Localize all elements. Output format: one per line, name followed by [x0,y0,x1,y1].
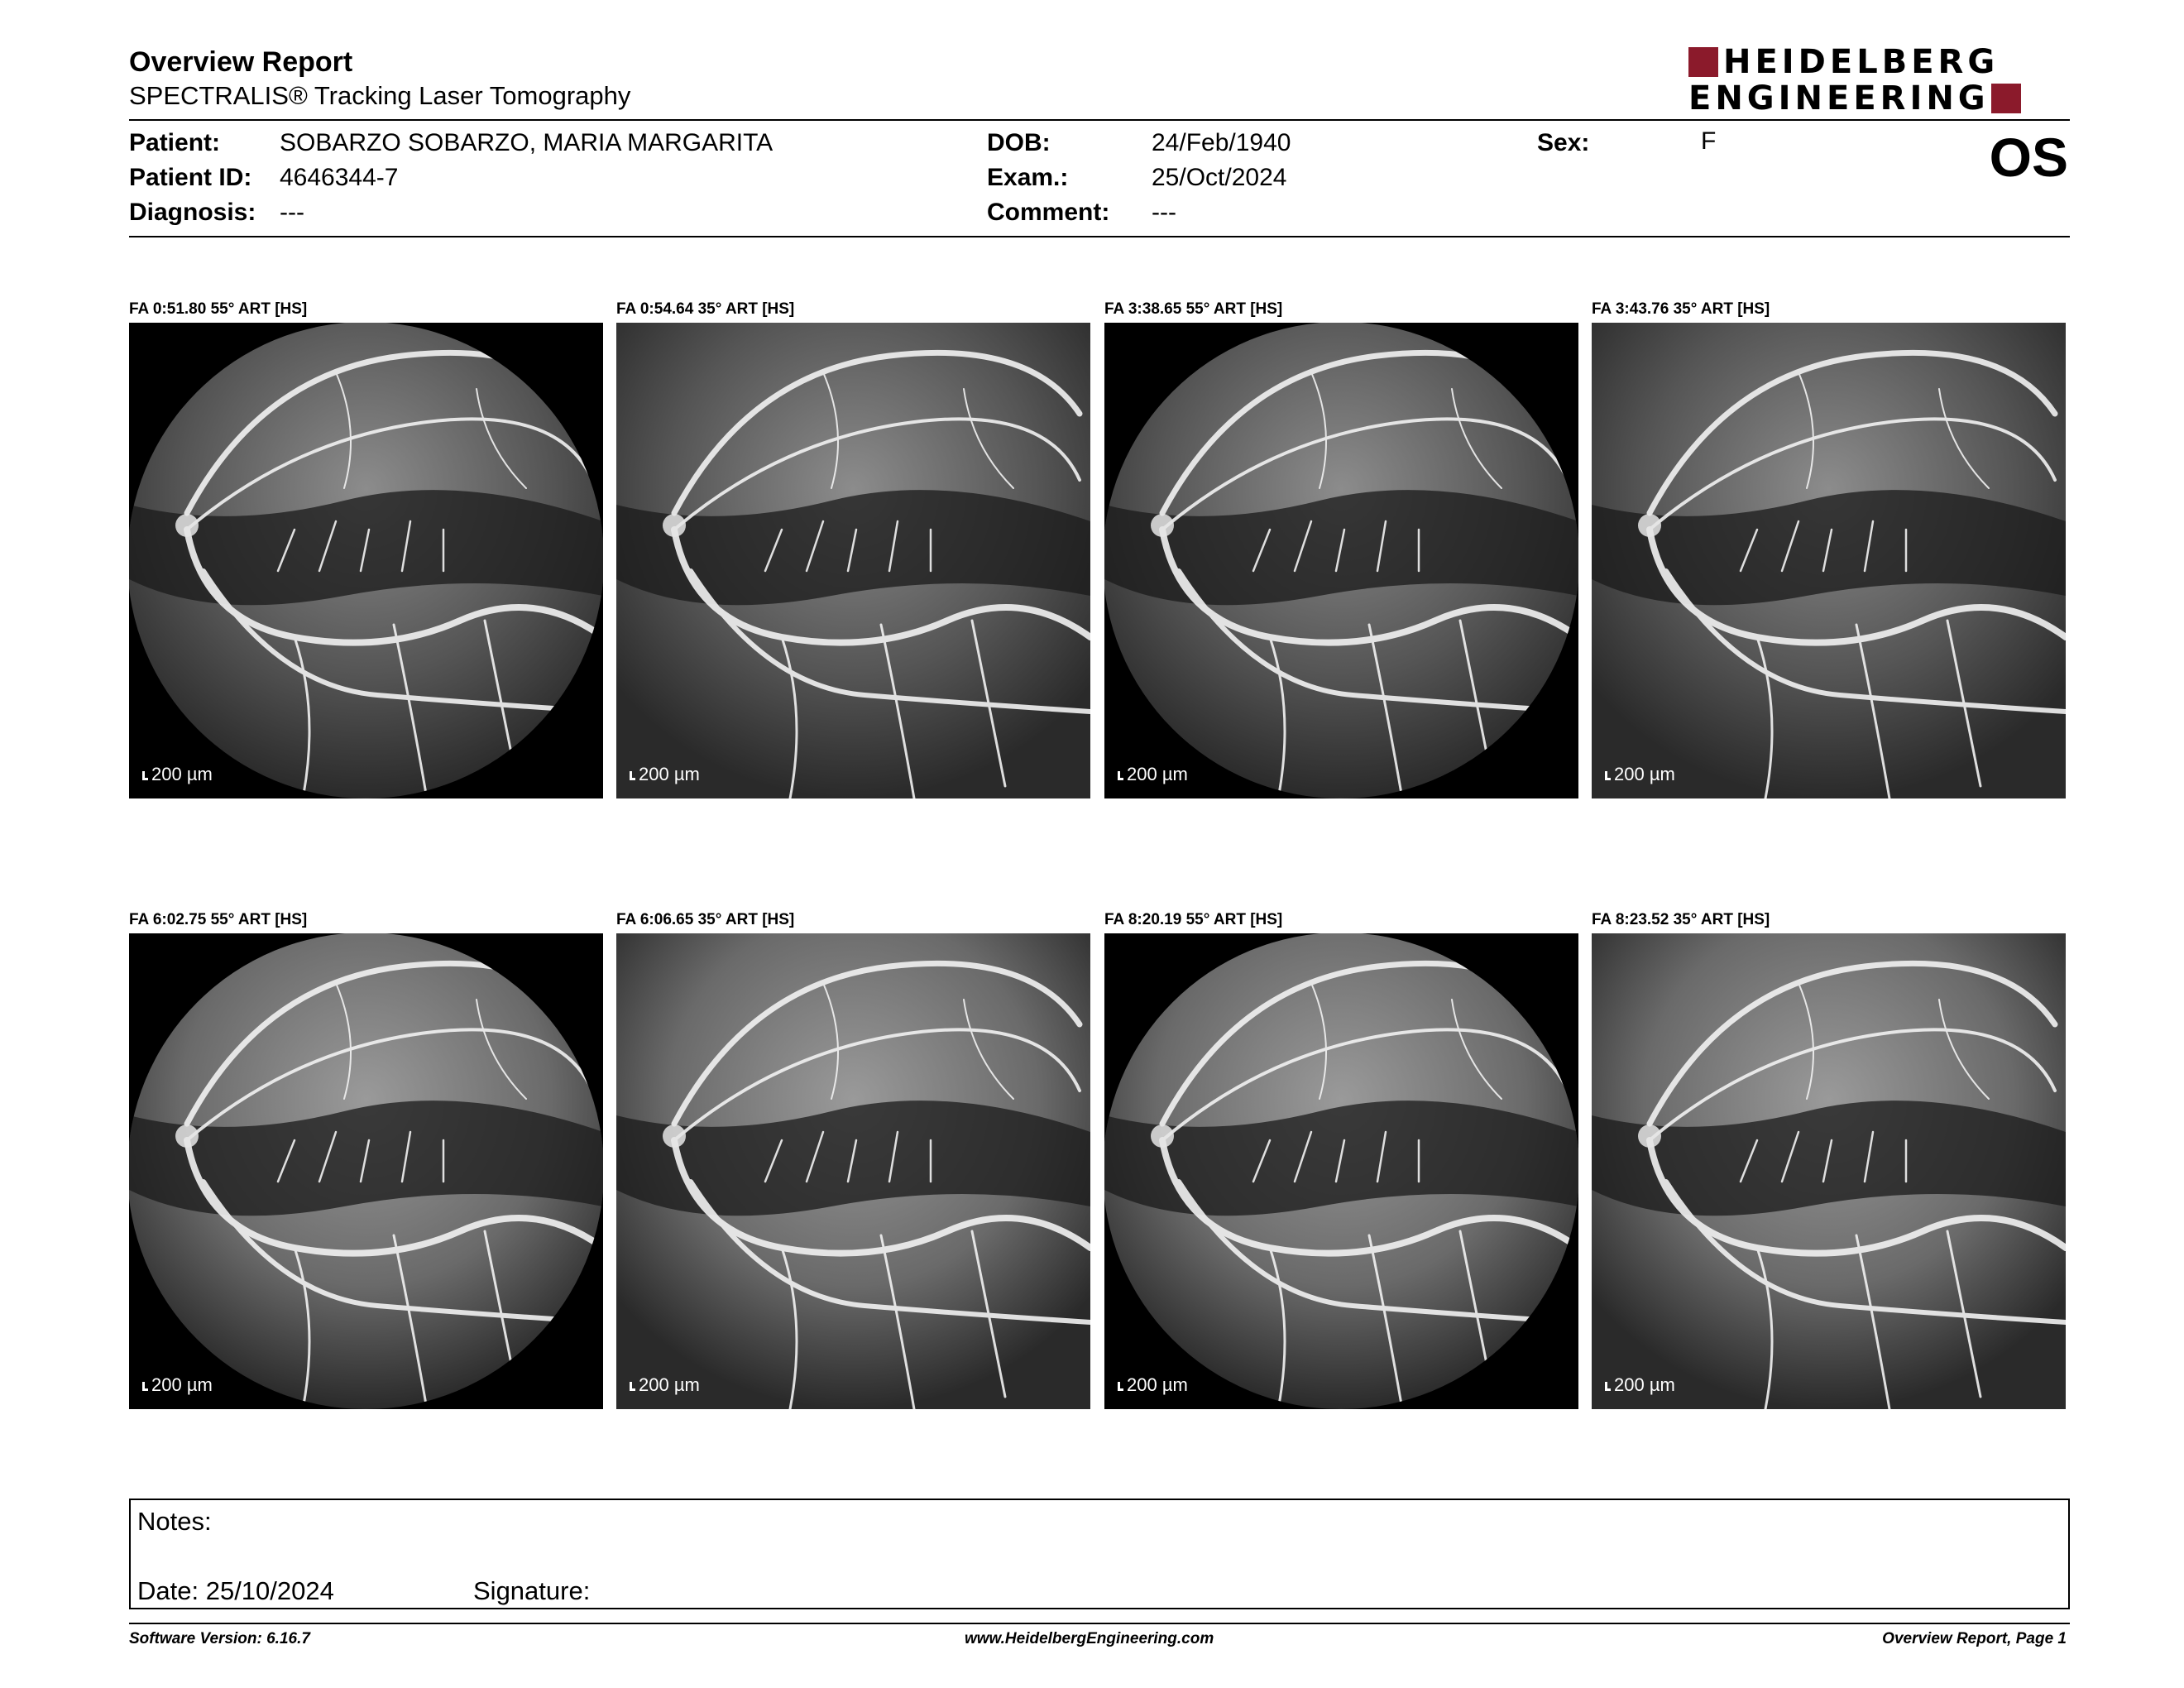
logo-line2: ENGINEERING [1688,79,1990,117]
scale-bar [142,764,213,785]
scale-tick-icon [630,1382,635,1391]
fundus-angiogram-image[interactable] [616,933,1090,1409]
dob-label: DOB: [987,129,1051,156]
scale-bar-label: 200 µm [639,1374,700,1395]
image-caption: FA 6:02.75 55° ART [HS] [129,911,308,928]
scale-bar-label: 200 µm [639,764,700,784]
scale-bar [1118,764,1188,785]
notes-box [129,1499,2070,1609]
scale-bar [1118,1374,1188,1396]
scale-bar-label: 200 µm [1127,1374,1188,1395]
scale-bar [630,1374,700,1396]
scale-bar [1605,764,1675,785]
fundus-angiogram-image[interactable] [1592,323,2066,798]
scale-tick-icon [1605,1382,1611,1391]
image-caption: FA 3:38.65 55° ART [HS] [1104,300,1283,318]
website-link[interactable]: www.HeidelbergEngineering.com [965,1630,1214,1647]
report-title: Overview Report [129,46,353,78]
dob-value: 24/Feb/1940 [1152,129,1291,156]
scale-tick-icon [1118,771,1123,780]
scale-tick-icon [1605,771,1611,780]
fundus-angiogram-image[interactable] [616,323,1090,798]
heidelberg-logo [1688,45,2071,116]
sex-label: Sex: [1537,129,1590,156]
header-divider [129,119,2070,121]
exam-label: Exam.: [987,164,1069,191]
image-caption: FA 0:51.80 55° ART [HS] [129,300,308,318]
diagnosis-value: --- [280,199,304,226]
scale-bar-label: 200 µm [1614,1374,1675,1395]
signature-label: Signature: [473,1576,591,1605]
patient-divider [129,236,2070,237]
scale-bar-label: 200 µm [151,1374,213,1395]
sex-value: F [1701,127,1717,155]
logo-square-icon [1991,84,2021,113]
patient-value: SOBARZO SOBARZO, MARIA MARGARITA [280,129,774,156]
report-subtitle: SPECTRALIS® Tracking Laser Tomography [129,81,631,110]
image-caption: FA 6:06.65 35° ART [HS] [616,911,795,928]
software-version: Software Version: 6.16.7 [129,1630,310,1647]
patient-id-value: 4646344-7 [280,164,399,191]
page-number: Overview Report, Page 1 [1882,1630,2067,1647]
image-caption: FA 8:23.52 35° ART [HS] [1592,911,1770,928]
scale-tick-icon [1118,1382,1123,1391]
scale-bar [142,1374,213,1396]
image-caption: FA 8:20.19 55° ART [HS] [1104,911,1283,928]
fundus-angiogram-image[interactable] [129,323,603,798]
image-caption: FA 3:43.76 35° ART [HS] [1592,300,1770,318]
patient-label: Patient: [129,129,221,156]
patient-id-label: Patient ID: [129,164,252,191]
notes-date: Date: 25/10/2024 [137,1576,334,1605]
scale-tick-icon [142,1382,148,1391]
scale-bar-label: 200 µm [151,764,213,784]
fundus-angiogram-image[interactable] [1104,323,1578,798]
footer-divider [129,1623,2070,1624]
fundus-angiogram-image[interactable] [1592,933,2066,1409]
comment-label: Comment: [987,199,1110,226]
scale-tick-icon [630,771,635,780]
comment-value: --- [1152,199,1176,226]
logo-line1: HEIDELBERG [1723,43,2000,81]
scale-bar-label: 200 µm [1127,764,1188,784]
eye-indicator: OS [1989,127,2068,188]
logo-square-icon [1688,47,1718,77]
fundus-angiogram-image[interactable] [1104,933,1578,1409]
scale-bar-label: 200 µm [1614,764,1675,784]
image-caption: FA 0:54.64 35° ART [HS] [616,300,795,318]
fundus-angiogram-image[interactable] [129,933,603,1409]
diagnosis-label: Diagnosis: [129,199,256,226]
scale-bar [630,764,700,785]
exam-value: 25/Oct/2024 [1152,164,1287,191]
notes-label: Notes: [137,1507,212,1536]
scale-bar [1605,1374,1675,1396]
scale-tick-icon [142,771,148,780]
